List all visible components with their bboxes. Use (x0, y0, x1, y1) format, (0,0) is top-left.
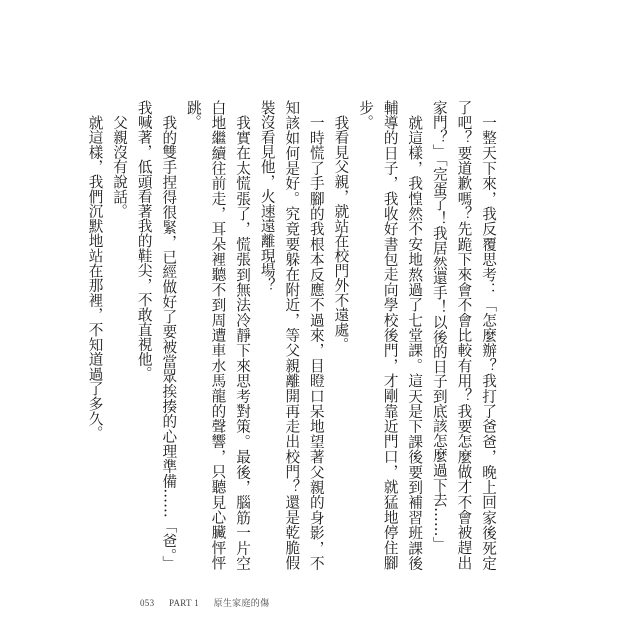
body-text (82, 100, 500, 570)
paragraph: 就這樣，我惶然不安地熬過了七堂課。這天是下課後要到補習班課後輔導的日子，我收好書包走向學校後門，才剛靠近門口，就猛地停住腳步。 (357, 100, 424, 570)
chapter-title: 原生家庭的傷 (213, 598, 270, 608)
part-label: PART 1 (168, 598, 199, 608)
paragraph: 一整天下來，我反覆思考：「怎麼辦？我打了爸爸，晚上回家後死定了吧？要道歉嗎？先跪下來會不會比較有用？我要怎麼做才不會被趕出家門？」「完蛋了！我居然還手！以後的日子到底該怎麼過下去……」 (430, 100, 497, 570)
paragraph: 我看見父親，就站在校門外不遠處。 (332, 114, 350, 352)
page-number: 053 (140, 598, 155, 608)
paragraph: 父親沒有說話。 (111, 114, 129, 219)
paragraph: 我實在太慌張了，慌張到無法冷靜下來思考對策。最後，腦筋一片空白地繼續往前走，耳朵裡聽不到周遭車水馬龍的聲響，只聽見心臟怦怦跳。 (184, 100, 252, 570)
paragraph: 一時慌了手腳的我根本反應不過來，目瞪口呆地望著父親的身影，不知該如何是好。究竟要躲在附近，等父親離開再走出校門？還是乾脆假裝沒看見他，火速遠離現場？ (258, 100, 325, 570)
paragraph: 我的雙手捏得很緊，已經做好了要被當眾挨揍的心理準備……「爸。」我喊著，低頭看著我的鞋尖，不敢直視他。 (135, 100, 178, 570)
page-footer (140, 596, 281, 609)
paragraph: 就這樣，我們沉默地站在那裡，不知道過了多久。 (86, 114, 104, 441)
